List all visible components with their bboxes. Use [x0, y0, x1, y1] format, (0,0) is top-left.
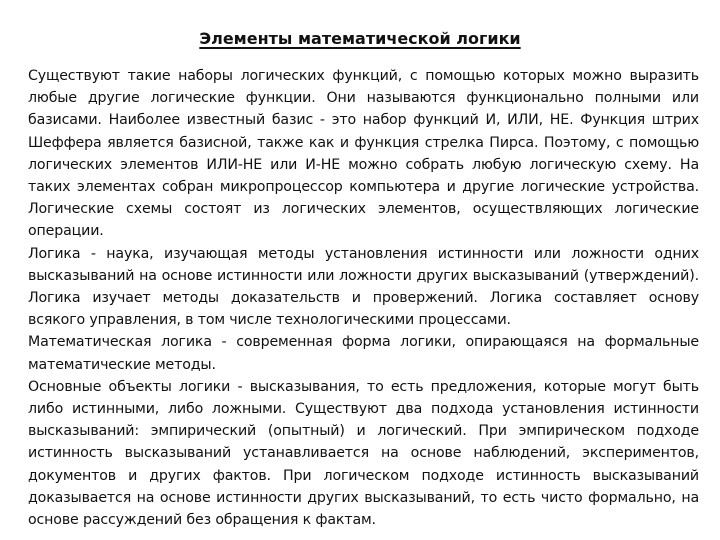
- paragraph-mathematical-logic: Математическая логика - современная форма логики, опирающаяся на формальные математические методы.: [28, 334, 699, 373]
- paragraph-statements: Основные объекты логики - высказывания, то есть предложения, которые могут быть либо истинными, либо ложными. Существуют два подхода установления истинности высказываний: эмпирический (опытный) и логический. При эмпирическом подходе истинность высказываний устанавливается на основе наблюдений, экспериментов, документов и других фактов. При логическом подходе истинность высказываний доказывается на основе истинности других высказываний, то есть чисто формально, на основе рассуждений без обращения к фактам.: [28, 378, 699, 529]
- slide-title: [0, 28, 720, 50]
- paragraph-basis: Существуют такие наборы логических функций, с помощью которых можно выразить любые другие логические функции. Они называются функционально полными или базисами. Наиболее известный базис - это набор функций И, ИЛИ, НЕ. Функция штрих Шеффера является базисной, также как и функция стрелка Пирса. Поэтому, с помощью логических элементов ИЛИ-НЕ или И-НЕ можно собрать любую логическую схему. На таких элементах собран микропроцессор компьютера и другие логические устройства. Логические схемы состоят из логических элементов, осуществляющих логические операции.: [28, 68, 699, 240]
- slide-title-text: Элементы математической логики: [199, 29, 521, 48]
- slide-body: [28, 65, 699, 531]
- paragraph-logic-definition: Логика - наука, изучающая методы установления истинности или ложности одних высказываний на основе истинности или ложности других высказываний (утверждений). Логика изучает методы доказательств и провержений. Логика составляет основу всякого управления, в том числе технологическими процессами.: [28, 245, 699, 329]
